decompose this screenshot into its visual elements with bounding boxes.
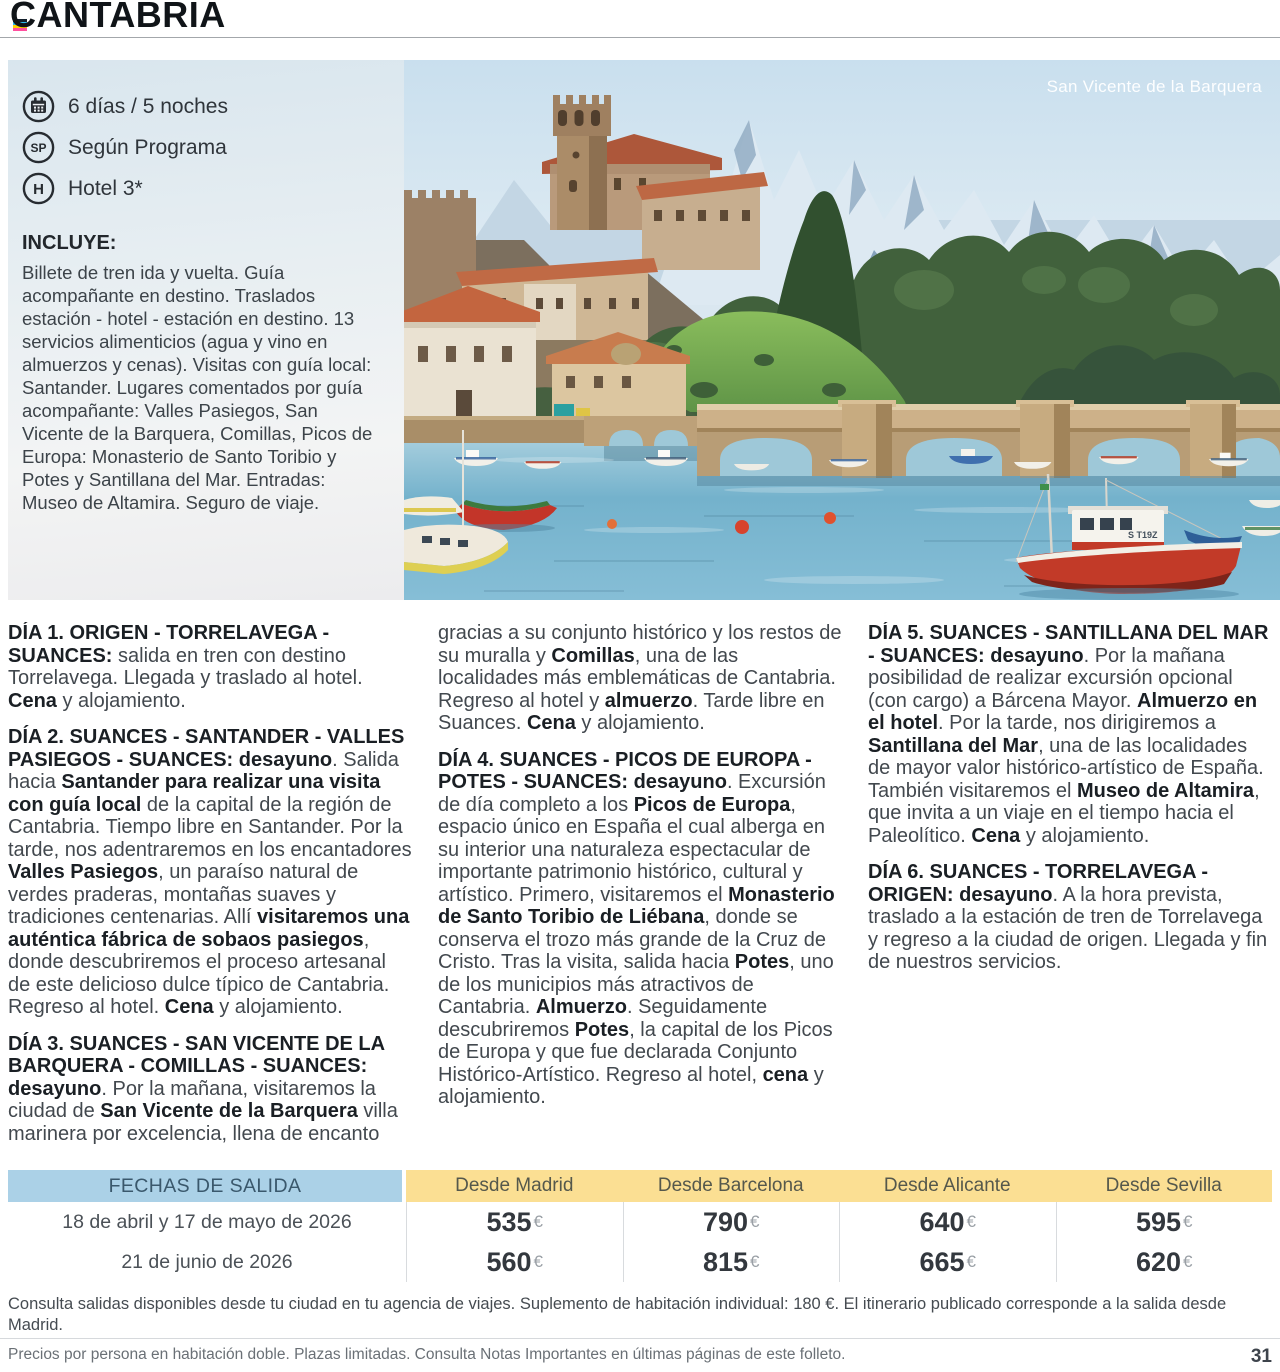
feature-program xyxy=(22,131,386,164)
feature-duration xyxy=(22,90,386,123)
price-cell: 595 € xyxy=(1056,1202,1273,1242)
photo-illustration xyxy=(404,60,1280,600)
currency-symbol: € xyxy=(533,1252,544,1271)
feature-hotel xyxy=(22,172,386,205)
table-header-dates: FECHAS DE SALIDA xyxy=(8,1170,402,1202)
svg-text:SP: SP xyxy=(30,141,47,155)
table-header-sevilla: Desde Sevilla xyxy=(1056,1170,1273,1202)
trip-info-panel xyxy=(8,60,404,600)
consultation-note: Consulta salidas disponibles desde tu ciudad en tu agencia de viajes. Suplemento de habitación individual: 180 €. El itinerario publicado corresponde a la salida desde Madrid. xyxy=(8,1295,1227,1334)
price-cell: 790 € xyxy=(623,1202,840,1242)
table-header-barcelona: Desde Barcelona xyxy=(623,1170,840,1202)
price-cell: 815 € xyxy=(623,1242,840,1282)
page-number: 31 xyxy=(1250,1346,1272,1367)
hero-section xyxy=(8,60,1280,600)
svg-text:H: H xyxy=(33,181,44,198)
price-cell: 665 € xyxy=(839,1242,1056,1282)
itinerary-day: DÍA 1. ORIGEN - TORRELAVEGA - SUANCES: salida en tren con destino Torrelavega. Llegada y traslado al hotel. Cena y alojamiento. xyxy=(8,622,363,712)
currency-symbol: € xyxy=(966,1252,977,1271)
itinerary-day: DÍA 2. SUANCES - SANTANDER - VALLES PASIEGOS - SUANCES: desayuno. Salida hacia Santander para realizar una visita con guía local de la capital de la región de Cantabria. Tiempo libre en Santander. Por la tarde, nos adentraremos en los encantadores Valles Pasiegos, un paraíso natural de verdes praderas, montañas suaves y tradiciones centenarias. Allí visitaremos una auténtica fábrica de sobaos pasiegos, donde descubriremos el proceso artesanal de este delicioso dulce típico de Cantabria. Regreso al hotel. Cena y alojamiento. xyxy=(8,726,412,1018)
includes-heading: INCLUYE: xyxy=(22,232,117,254)
currency-symbol: € xyxy=(966,1212,977,1231)
sp-program-icon xyxy=(22,131,55,164)
price-cell: 620 € xyxy=(1056,1242,1273,1282)
itinerary-day: DÍA 3. SUANCES - SAN VICENTE DE LA BARQUERA - COMILLAS - SUANCES: desayuno. Por la mañana, visitaremos la ciudad de San Vicente de la Barquera villa marinera por excelencia, llena de encanto gracias a su conjunto histórico y los restos de su muralla y Comillas, una de las localidades más emblemáticas de Cantabria. Regreso al hotel y almuerzo. Tarde libre en Suances. Cena y alojamiento. xyxy=(8,622,842,1145)
itinerary-day: DÍA 6. SUANCES - TORRELAVEGA - ORIGEN: desayuno. A la hora prevista, traslado a la estación de tren de Torrelavega y regreso a la ciudad de origen. Llegada y fin de nuestros servicios. xyxy=(868,861,1268,973)
currency-symbol: € xyxy=(533,1212,544,1231)
includes-text: Billete de tren ida y vuelta. Guía acompañante en destino. Traslados estación - hotel - estación en destino. 13 servicios alimenticios (agua y vino en almuerzos y cenas). Visitas con guía local: Santander. Lugares comentados por guía acompañante: Valles Pasiegos, San Vicente de la Barquera, Comillas, Picos de Europa: Monasterio de Santo Toribio y Potes y Santillana del Mar. Entradas: Museo de Altamira. Seguro de viaje. xyxy=(22,262,373,513)
price-cell: 560 € xyxy=(406,1242,623,1282)
price-cell: 640 € xyxy=(839,1202,1056,1242)
duration-label: 6 días / 5 noches xyxy=(68,94,228,118)
hotel-icon xyxy=(22,172,55,205)
page-footer xyxy=(8,1346,1272,1368)
departure-date: 18 de abril y 17 de mayo de 2026 xyxy=(8,1202,406,1242)
header-divider xyxy=(0,37,1280,38)
footer-divider xyxy=(0,1338,1280,1339)
currency-symbol: € xyxy=(1183,1212,1193,1231)
hotel-label: Hotel 3* xyxy=(68,176,143,200)
itinerary-day: DÍA 5. SUANCES - SANTILLANA DEL MAR - SUANCES: desayuno. Por la mañana posibilidad de realizar excursión opcional (con cargo) a Bárcena Mayor. Almuerzo en el hotel. Por la tarde, nos dirigiremos a Santillana del Mar, una de las localidades de mayor valor histórico-artístico de España. También visitaremos el Museo de Altamira, que invita a un viaje en el tiempo hacia el Paleolítico. Cena y alojamiento. xyxy=(868,622,1269,847)
program-label: Según Programa xyxy=(68,135,227,159)
calendar-icon xyxy=(22,90,55,123)
itinerary-day: DÍA 4. SUANCES - PICOS DE EUROPA - POTES - SUANCES: desayuno. Excursión de día completo a los Picos de Europa, espacio único en España el cual alberga en su interior una naturaleza espectacular de importante patrimonio histórico, cultural y artístico. Primero, visitaremos el Monasterio de Santo Toribio de Liébana, donde se conserva el trozo más grande de la Cruz de Cristo. Tras la visita, salida hacia Potes, uno de los municipios más atractivos de Cantabria. Almuerzo. Seguidamente descubriremos Potes, la capital de los Picos de Europa y que fue declarada Conjunto Histórico-Artístico. Regreso al hotel, cena y alojamiento. xyxy=(438,748,835,1108)
boat-registration-label: S T19Z xyxy=(1128,530,1158,540)
table-header-madrid: Desde Madrid xyxy=(406,1170,623,1202)
departure-date: 21 de junio de 2026 xyxy=(8,1242,406,1282)
destination-photo xyxy=(404,60,1280,600)
currency-symbol: € xyxy=(750,1212,760,1231)
photo-caption: San Vicente de la Barquera xyxy=(1046,77,1262,96)
trip-features xyxy=(22,90,386,205)
table-header-alicante: Desde Alicante xyxy=(839,1170,1056,1202)
currency-symbol: € xyxy=(750,1252,760,1271)
currency-symbol: € xyxy=(1183,1252,1193,1271)
page-title: CANTABRIA xyxy=(10,0,226,35)
price-cell: 535 € xyxy=(406,1202,623,1242)
footer-note: Precios por persona en habitación doble. Plazas limitadas. Consulta Notas Importantes en últimas páginas de este folleto. xyxy=(8,1346,846,1363)
itinerary-columns xyxy=(8,622,1272,1166)
price-table xyxy=(8,1170,1272,1282)
